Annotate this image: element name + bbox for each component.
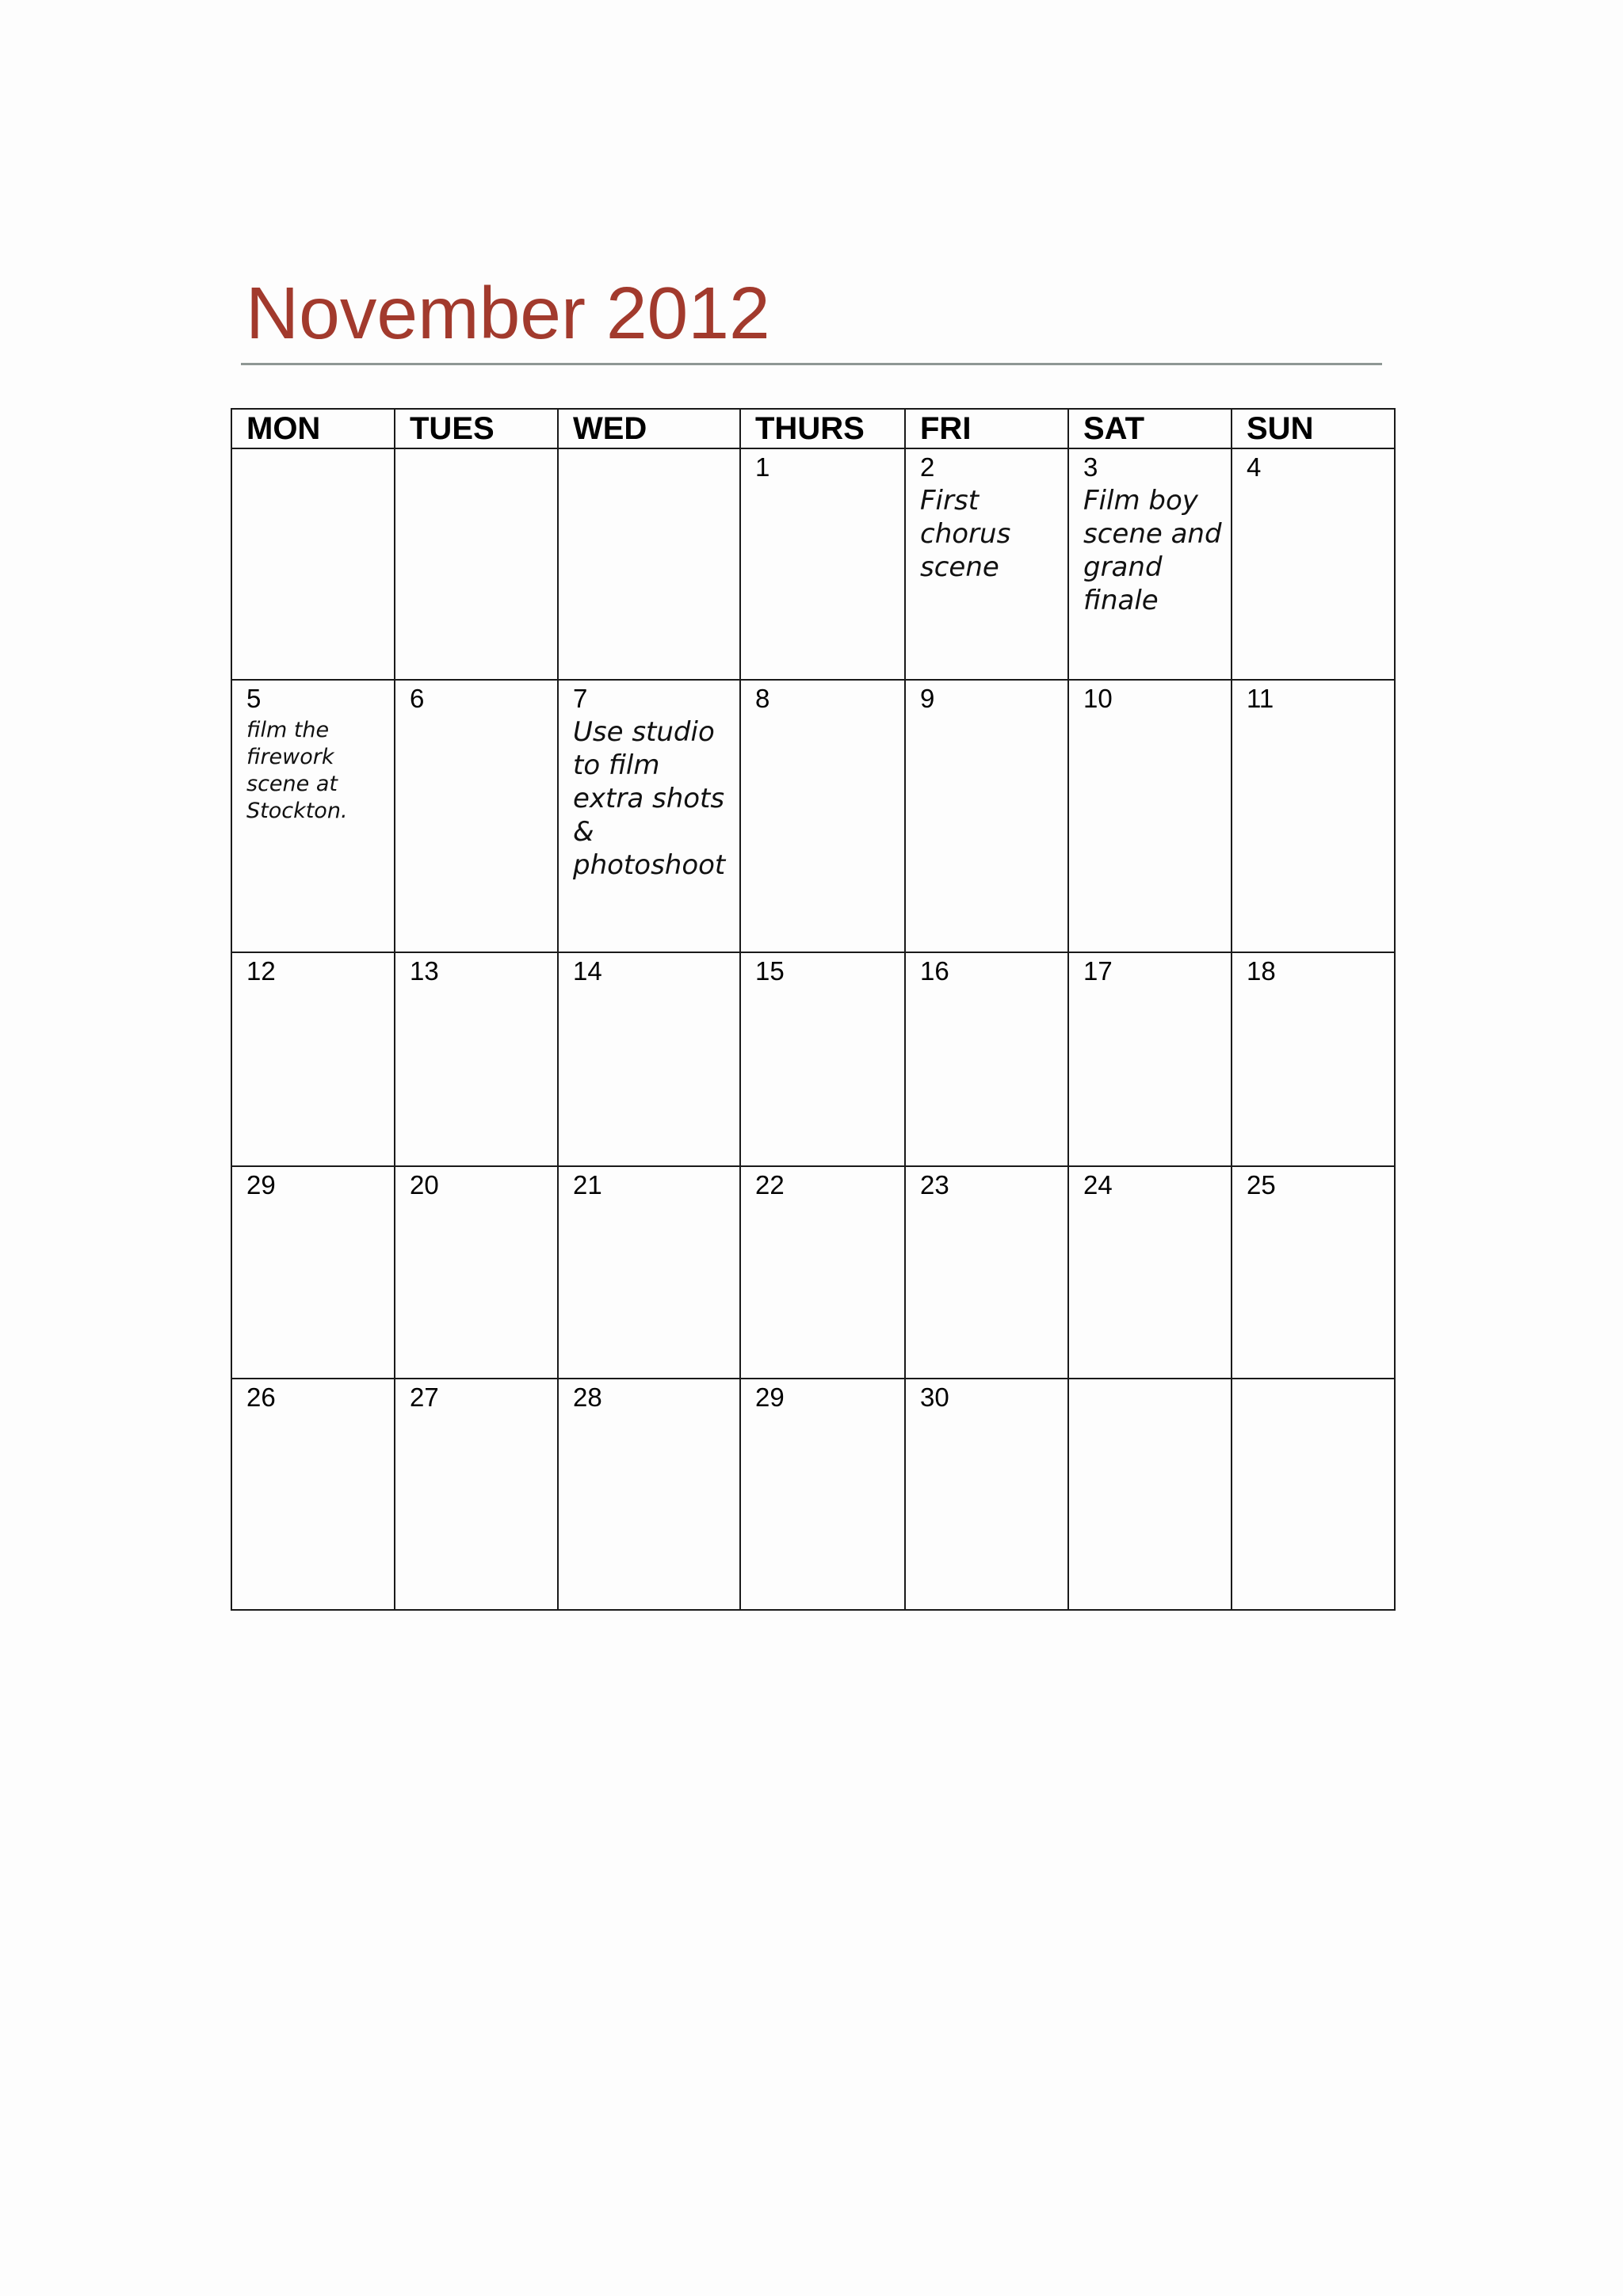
weekday-header-thu: THURS: [740, 409, 905, 448]
day-cell: [395, 448, 558, 680]
day-cell: [905, 1379, 1068, 1610]
day-cell: [740, 1166, 905, 1379]
week-row-1: [231, 448, 1395, 680]
day-number: 1: [755, 452, 770, 482]
day-cell: [1232, 952, 1395, 1166]
day-number: 12: [246, 956, 276, 986]
day-cell: [1232, 1166, 1395, 1379]
day-number: 10: [1083, 684, 1113, 713]
day-number: [1247, 1379, 1394, 1381]
day-cell: [231, 680, 395, 952]
weekday-header-row: [231, 409, 1395, 448]
day-number: 26: [246, 1383, 276, 1412]
day-cell: [1232, 1379, 1395, 1610]
day-cell: [558, 952, 740, 1166]
day-cell: [395, 1379, 558, 1610]
day-cell: [395, 680, 558, 952]
day-number: 11: [1247, 684, 1274, 713]
day-number: [573, 449, 739, 451]
weekday-header-sun: SUN: [1232, 409, 1395, 448]
day-number: 9: [920, 684, 935, 713]
day-cell: [558, 1166, 740, 1379]
event-note: film the firework scene at Stockton.: [246, 718, 348, 823]
day-number: 5: [246, 684, 262, 713]
day-number: 13: [410, 956, 439, 986]
week-row-3: [231, 952, 1395, 1166]
day-number: 17: [1083, 956, 1113, 986]
weekday-header-tue: TUES: [395, 409, 558, 448]
day-number: 24: [1083, 1170, 1113, 1199]
day-number: 29: [246, 1170, 276, 1199]
day-number: [410, 449, 557, 451]
day-cell: [1068, 1166, 1232, 1379]
day-cell: [1068, 448, 1232, 680]
event-note: Film boy scene and grand finale: [1083, 485, 1222, 616]
day-number: 16: [920, 956, 949, 986]
day-number: 30: [920, 1383, 949, 1412]
day-cell: [558, 680, 740, 952]
day-cell: [905, 952, 1068, 1166]
day-number: 18: [1247, 956, 1276, 986]
day-number: 8: [755, 684, 770, 713]
day-cell: [1232, 448, 1395, 680]
day-number: 4: [1247, 452, 1262, 482]
day-cell: [1232, 680, 1395, 952]
day-cell: [395, 1166, 558, 1379]
week-row-5: [231, 1379, 1395, 1610]
calendar-grid: [231, 408, 1396, 1611]
event-note: First chorus scene: [920, 485, 1011, 583]
day-number: 6: [410, 684, 425, 713]
day-number: 25: [1247, 1170, 1276, 1199]
day-cell: [558, 1379, 740, 1610]
day-cell: [1068, 680, 1232, 952]
weekday-header-mon: MON: [231, 409, 395, 448]
day-number: 2: [920, 452, 935, 482]
day-cell: [231, 1379, 395, 1610]
day-cell: [740, 680, 905, 952]
day-cell: [1068, 1379, 1232, 1610]
event-note: Use studio to film extra shots & photoshoot: [573, 716, 726, 881]
weekday-header-wed: WED: [558, 409, 740, 448]
day-number: 29: [755, 1383, 785, 1412]
title-divider: [241, 363, 1382, 365]
day-cell: [740, 1379, 905, 1610]
week-row-4: [231, 1166, 1395, 1379]
day-number: 23: [920, 1170, 949, 1199]
day-number: 22: [755, 1170, 785, 1199]
day-cell: [905, 1166, 1068, 1379]
day-cell: [740, 448, 905, 680]
day-cell: [905, 448, 1068, 680]
day-number: 27: [410, 1383, 439, 1412]
day-number: 28: [573, 1383, 602, 1412]
day-number: 20: [410, 1170, 439, 1199]
day-number: 21: [573, 1170, 602, 1199]
day-number: [1083, 1379, 1231, 1381]
day-cell: [740, 952, 905, 1166]
day-number: 3: [1083, 452, 1098, 482]
day-number: 15: [755, 956, 785, 986]
day-cell: [558, 448, 740, 680]
day-cell: [231, 952, 395, 1166]
day-cell: [231, 1166, 395, 1379]
week-row-2: [231, 680, 1395, 952]
day-cell: [395, 952, 558, 1166]
day-cell: [905, 680, 1068, 952]
day-cell: [1068, 952, 1232, 1166]
weekday-header-fri: FRI: [905, 409, 1068, 448]
day-number: 7: [573, 684, 588, 713]
day-number: 14: [573, 956, 602, 986]
page-title: November 2012: [246, 272, 770, 354]
day-cell: [231, 448, 395, 680]
day-number: [246, 449, 394, 451]
weekday-header-sat: SAT: [1068, 409, 1232, 448]
